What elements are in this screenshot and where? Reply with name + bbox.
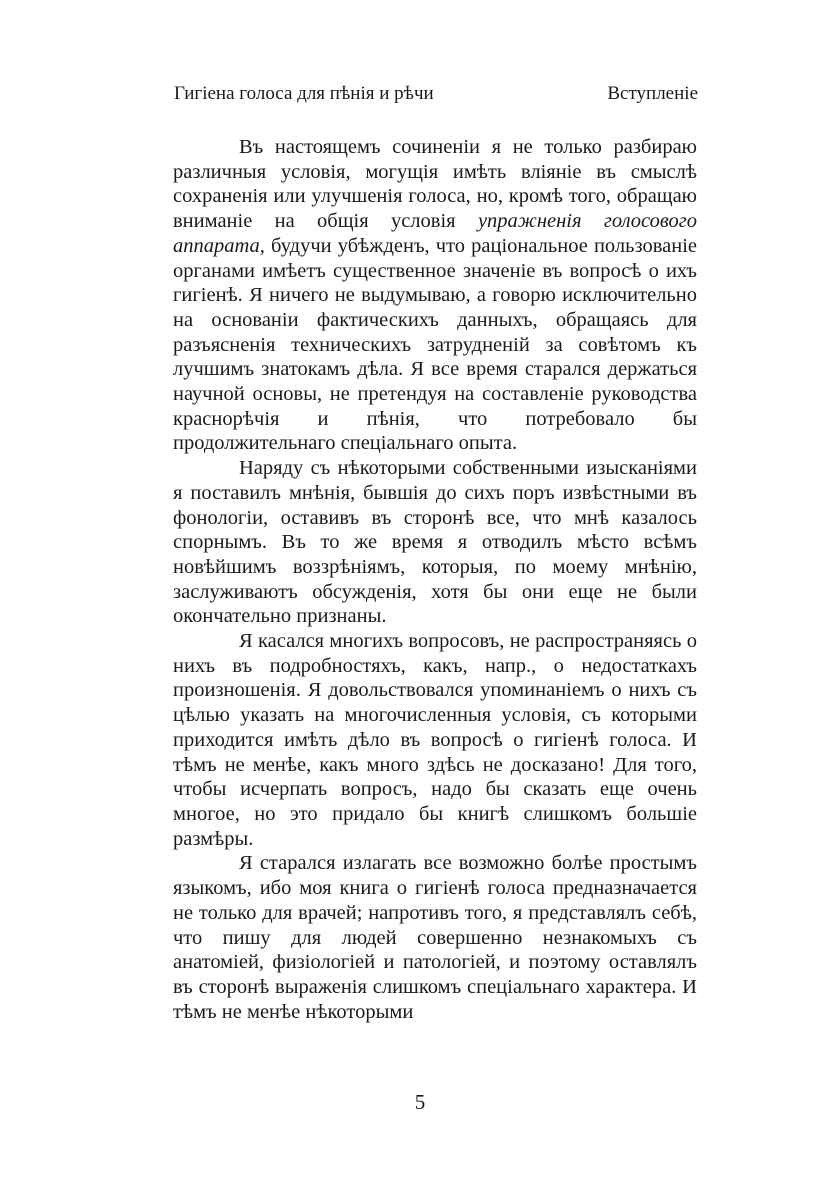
paragraph-1-emphasis: упражненія голосового аппарата,: [173, 210, 697, 257]
paragraph-4: Я старался излагать все возможно болѣе простымъ языкомъ, ибо моя книга о гигіенѣ голоса предназначается не только для врачей; напротивъ того, я представлялъ себѣ, что пишу для людей совершенно незнакомыхъ съ анатоміей, физіологіей и патологіей, и поэтому оставлялъ въ сторонѣ выраженія слишкомъ спеціальнаго характера. И тѣмъ не менѣе нѣкоторыми: [173, 852, 697, 1023]
paragraph-1: [173, 135, 697, 456]
book-title: Гигіена голоса для пѣнія и рѣчи: [174, 83, 434, 104]
paragraph-3: Я касался многихъ вопросовъ, не распространяясь о нихъ въ подробностяхъ, какъ, напр., о недостаткахъ произношенія. Я довольствовался упоминаніемъ о нихъ съ цѣлью указать на многочисленныя условія, съ которыми приходится имѣть дѣло въ вопросѣ о гигіенѣ голоса. И тѣмъ не менѣе, какъ много здѣсь не досказано! Для того, чтобы исчерпать вопросъ, надо бы сказать еще очень многое, но это придало бы книгѣ слишкомъ большіе размѣры.: [173, 630, 697, 850]
section-title: Вступленіе: [607, 83, 698, 104]
paragraph-1-lead: Въ настоящемъ сочиненіи я не только разбираю различныя условія, могущія имѣть вліяніе въ смыслѣ сохраненія или улучшенія голоса, но, кромѣ того, обращаю вниманіе на общія условія: [173, 136, 697, 233]
paragraph-1-rest: будучи убѣжденъ, что раціональное пользованіе органами имѣетъ существенное значеніе въ вопросѣ о ихъ гигіенѣ. Я ничего не выдумываю, а говорю исключительно на основаніи фактическихъ данныхъ, обращаясь для разъясненія техническихъ затрудненій за совѣтомъ къ лучшимъ знатокамъ дѣла. Я все время старался держаться научной основы, не претендуя на составленіе руководства краснорѣчія и пѣнія, что потребовало бы продолжительнаго спеціальнаго опыта.: [173, 234, 697, 455]
page-number: 5: [414, 1090, 426, 1114]
running-header: [174, 82, 698, 106]
paragraph-2: Наряду съ нѣкоторыми собственными изысканіями я поставилъ мнѣнія, бывшія до сихъ поръ извѣстными въ фонологіи, оставивъ въ сторонѣ все, что мнѣ казалось спорнымъ. Въ то же время я отводилъ мѣсто всѣмъ новѣйшимъ воззрѣніямъ, которыя, по моему мнѣнію, заслуживаютъ обсужденія, хотя бы они еще не были окончательно признаны.: [173, 457, 697, 628]
body-text: [173, 135, 697, 1024]
